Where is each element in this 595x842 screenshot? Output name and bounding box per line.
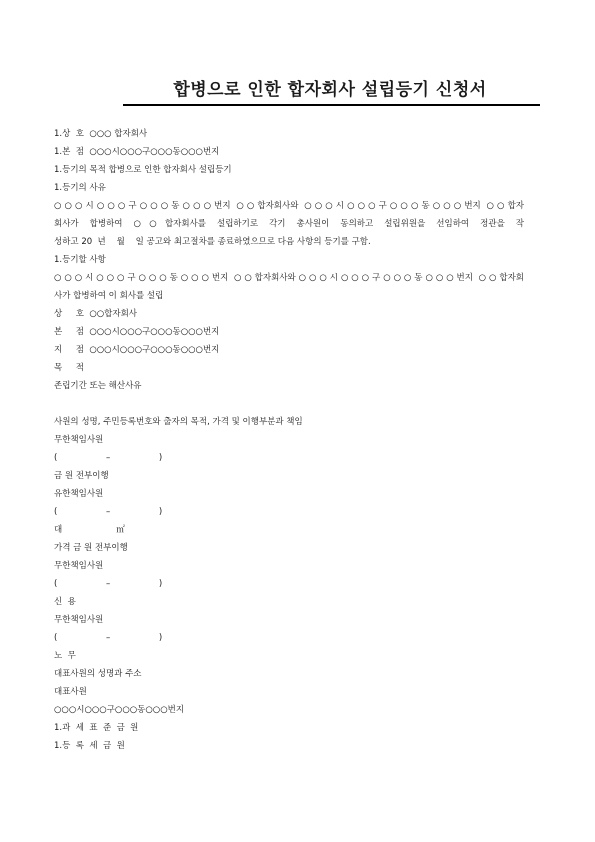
- line-items-heading: 1.등기할 사항: [54, 255, 106, 265]
- line-registration-reason-heading: 1.등기의 사유: [54, 183, 106, 193]
- line-partners-heading: 사원의 성명, 주민등록번호와 출자의 목적, 가격 및 이행부분과 책임: [54, 417, 303, 427]
- title-underline: [123, 104, 540, 106]
- line-item-duration: 존립기간 또는 해산사유: [54, 381, 142, 391]
- line-items-text-2: 사가 합병하여 이 회사를 설립: [54, 291, 164, 301]
- line-representative-address: ○○○시○○○구○○○동○○○번지: [54, 705, 185, 715]
- line-tax-base: 1.과 세 표 준 금 원: [54, 723, 139, 733]
- line-id-number-4: ( – ): [54, 633, 163, 643]
- line-limited-partner: 유한책임사원: [54, 489, 104, 499]
- line-reason-text-2: 회사가 합병하여 ○○합자회사를 설립하기로 각기 총사원이 동의하고 설립위원을 선임하여 정관을 작: [54, 219, 524, 229]
- line-registration-purpose: 1.등기의 목적 합병으로 인한 합자회사 설립등기: [54, 165, 232, 175]
- line-credit: 신 용: [54, 597, 76, 607]
- line-item-branch: 지 점 ○○○시○○○구○○○동○○○번지: [54, 345, 220, 355]
- line-registration-tax: 1.등 록 세 금 원: [54, 741, 125, 751]
- line-item-head-office: 본 점 ○○○시○○○구○○○동○○○번지: [54, 327, 220, 337]
- line-representative-heading: 대표사원의 성명과 주소: [54, 669, 142, 679]
- line-payment-1: 금 원 전부이행: [54, 471, 109, 481]
- line-labor: 노 무: [54, 651, 76, 661]
- line-reason-text-3: 성하고 20 년 월 일 공고와 최고절차를 종료하였으므로 다음 사항의 등기를 구함.: [54, 237, 371, 247]
- document-body: [54, 125, 524, 755]
- line-unlimited-partner-2: 무한책임사원: [54, 561, 104, 571]
- line-blank: [54, 395, 524, 413]
- line-unlimited-partner-3: 무한책임사원: [54, 615, 104, 625]
- line-id-number-2: ( – ): [54, 507, 163, 517]
- line-item-company-name: 상 호 ○○합자회사: [54, 309, 138, 319]
- line-price-payment: 가격 금 원 전부이행: [54, 543, 128, 553]
- line-item-purpose: 목 적: [54, 363, 84, 373]
- line-head-office: 1.본 점 ○○○시○○○구○○○동○○○번지: [54, 147, 220, 157]
- line-land-area: 대 ㎡: [54, 525, 125, 535]
- line-id-number-3: ( – ): [54, 579, 163, 589]
- line-id-number-1: ( – ): [54, 453, 163, 463]
- document-title: 합병으로 인한 합자회사 설립등기 신청서: [173, 80, 487, 100]
- line-items-text-1: ○○○시○○○구○○○동○○○번지 ○○합자회사와○○○시○○○구○○○동○○○번지 ○○합자회: [54, 273, 524, 283]
- line-company-name: 1.상 호 ○○○ 합자회사: [54, 129, 148, 139]
- line-representative: 대표사원: [54, 687, 87, 697]
- line-reason-text-1: ○○○시○○○구○○○동○○○번지 ○○합자회사와 ○○○시○○○구○○○동○○○번지 ○○합자: [54, 201, 524, 211]
- line-unlimited-partner-1: 무한책임사원: [54, 435, 104, 445]
